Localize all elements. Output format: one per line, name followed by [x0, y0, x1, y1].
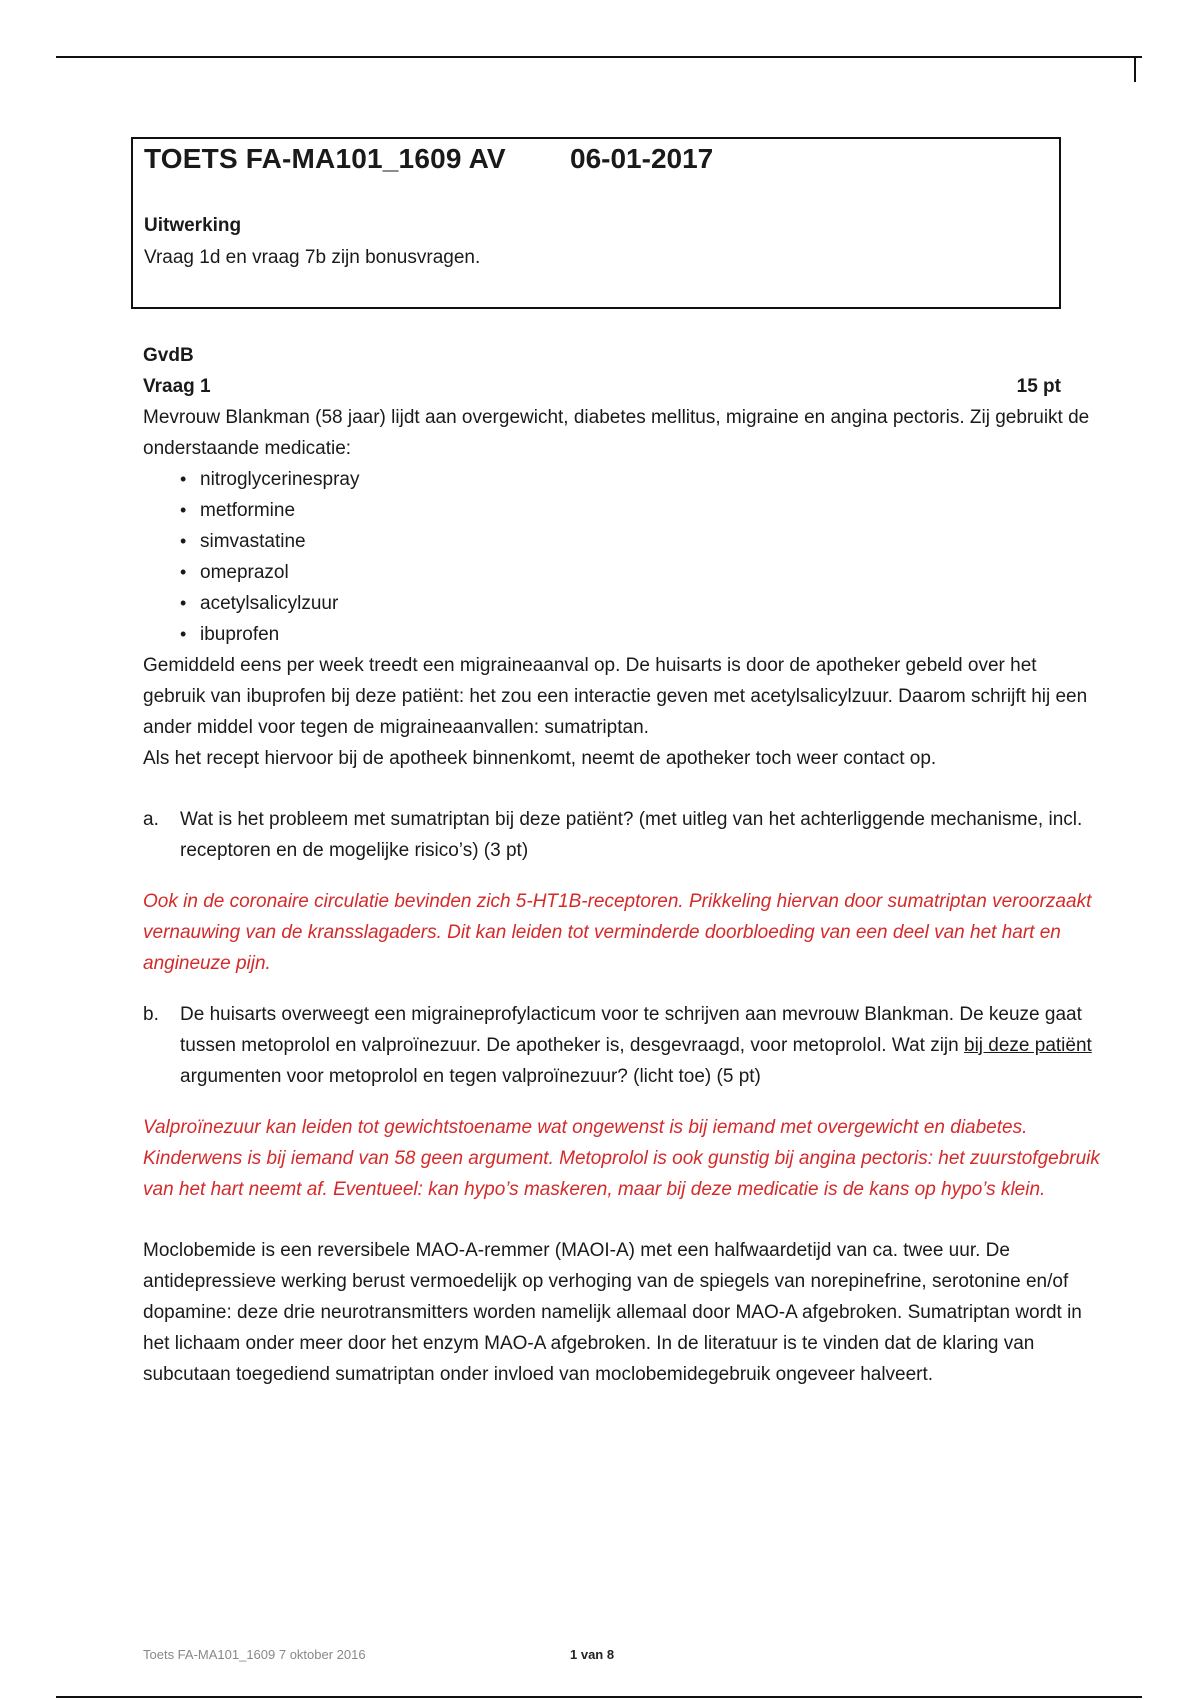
bottom-rule	[56, 1696, 1142, 1698]
top-rule	[56, 56, 1142, 58]
exam-subtitle: Uitwerking	[144, 215, 242, 236]
exam-title: TOETS FA-MA101_1609 AV	[144, 143, 506, 174]
sub-question-b-text-start: De huisarts overweegt een migraineprofylacticum voor te schrijven aan mevrouw Blankman. De keuze gaat tussen metoprolol en valproïnezuur. De apotheker is, desgevraagd, voor metoprolol. Wat zijn	[180, 1004, 1082, 1056]
sub-question-b-text	[180, 999, 1103, 1092]
answer-a: Ook in de coronaire circulatie bevinden zich 5-HT1B-receptoren. Prikkeling hiervan door sumatriptan veroorzaakt vernauwing van de kransslagaders. Dit kan leiden tot verminderde doorbloeding van een deel van het hart en angineuze pijn.	[143, 891, 1092, 974]
answer-b: Valproïnezuur kan leiden tot gewichtstoename wat ongewenst is bij iemand met overgewicht en diabetes. Kinderwens is bij iemand van 58 geen argument. Metoprolol is ook gunstig bij angina pectoris: het zuurstofgebruik van het hart neemt af. Eventueel: kan hypo’s maskeren, maar bij deze medicatie is de kans op hypo’s klein.	[143, 1117, 1100, 1200]
sub-question-a	[143, 804, 1103, 866]
medication-item: • nitroglycerinespray	[200, 464, 1103, 495]
sub-question-a-text: Wat is het probleem met sumatriptan bij deze patiënt? (met uitleg van het achterliggende mechanisme, incl. receptoren en de mogelijke risico’s) (3 pt)	[180, 809, 1083, 861]
case-description: Gemiddeld eens per week treedt een migraineaanval op. De huisarts is door de apotheker gebeld over het gebruik van ibuprofen bij deze patiënt: het zou een interactie geven met acetylsalicylzuur. Daarom schrijft hij een ander middel voor tegen de migraineaanvallen: sumatriptan.	[143, 655, 1088, 738]
moclobemide-paragraph: Moclobemide is een reversibele MAO-A-remmer (MAOI-A) met een halfwaardetijd van ca. twee uur. De antidepressieve werking berust vermoedelijk op verhoging van de spiegels van norepinefrine, serotonine en/of dopamine: deze drie neurotransmitters worden namelijk allemaal door MAO-A afgebroken. Sumatriptan wordt in het lichaam onder meer door het enzym MAO-A afgebroken. In de literatuur is te vinden dat de klaring van subcutaan toegediend sumatriptan onder invloed van moclobemidegebruik ongeveer halveert.	[143, 1240, 1082, 1385]
exam-header-box	[131, 137, 1061, 309]
question-label: Vraag 1	[143, 376, 211, 397]
sub-question-b-text-end: argumenten voor metoprolol en tegen valproïnezuur? (licht toe) (5 pt)	[180, 1066, 761, 1087]
footer-text: Toets FA-MA101_1609 7 oktober 2016	[143, 1647, 366, 1662]
question-points: 15 pt	[1016, 376, 1061, 397]
case-followup: Als het recept hiervoor bij de apotheek binnenkomt, neemt de apotheker toch weer contact op.	[143, 748, 937, 769]
underlined-emphasis: bij deze patiënt	[964, 1035, 1092, 1056]
bonus-note: Vraag 1d en vraag 7b zijn bonusvragen.	[144, 247, 481, 268]
author-initials: GvdB	[143, 345, 194, 366]
question-heading	[143, 371, 1061, 402]
medication-item: • omeprazol	[200, 557, 1103, 588]
sub-question-b	[143, 999, 1103, 1092]
medication-list	[143, 464, 1103, 650]
corner-mark	[1134, 56, 1136, 82]
page-number: 1 van 8	[570, 1647, 615, 1662]
medication-item: • ibuprofen	[200, 619, 1103, 650]
medication-item: • simvastatine	[200, 526, 1103, 557]
sub-question-a-label: a.	[143, 809, 159, 830]
medication-item: • acetylsalicylzuur	[200, 588, 1103, 619]
document-body	[143, 340, 1103, 1390]
medication-item: • metformine	[200, 495, 1103, 526]
exam-date: 06-01-2017	[570, 143, 714, 174]
question-intro: Mevrouw Blankman (58 jaar) lijdt aan overgewicht, diabetes mellitus, migraine en angina pectoris. Zij gebruikt de onderstaande medicatie:	[143, 407, 1090, 459]
sub-question-b-label: b.	[143, 1004, 159, 1025]
